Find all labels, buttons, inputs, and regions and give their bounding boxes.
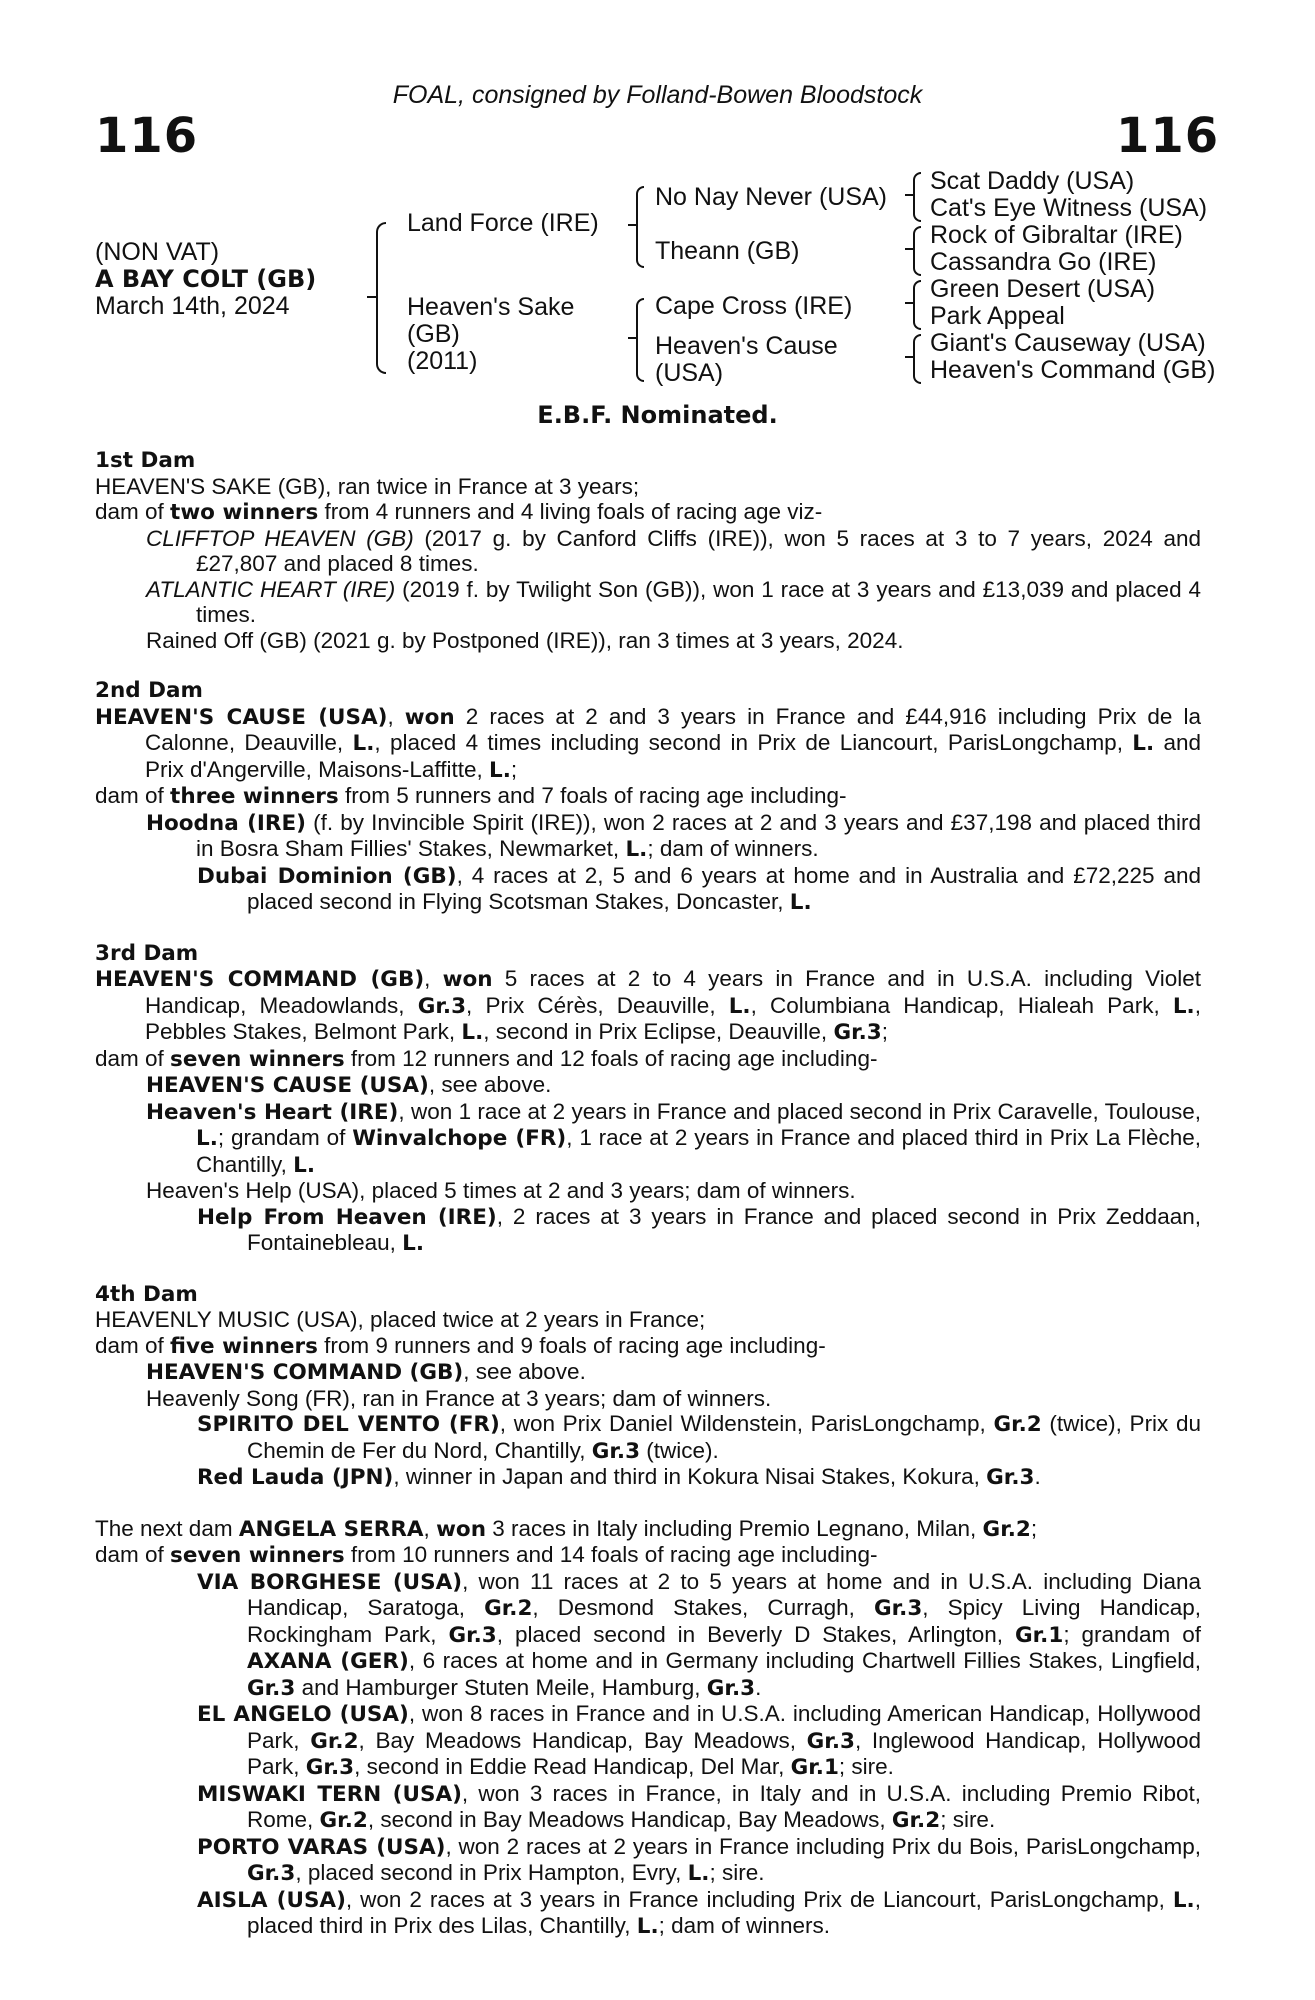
entry-text: , winner in Japan and third in Kokura Nisai Stakes, Kokura,: [393, 1464, 987, 1489]
pedigree-entry: [95, 1178, 1201, 1204]
lot-name: A BAY COLT (GB): [95, 265, 317, 293]
entry-text: , won 2 races at 2 years in France including Prix du Bois, ParisLongchamp,: [445, 1833, 1201, 1859]
bold-text: L.: [789, 890, 812, 915]
pedigree-entry: [95, 1834, 1201, 1887]
pedigree-entry: [95, 1542, 1201, 1569]
brace-gen2-sire: [636, 186, 644, 268]
bold-text: Gr.3: [448, 1622, 497, 1648]
bold-text: SPIRITO DEL VENTO (FR): [197, 1412, 500, 1437]
pedigree-g3-4: Cassandra Go (IRE): [930, 248, 1157, 276]
pedigree-dam: Heaven's Sake (GB) (2011): [407, 293, 575, 375]
pedigree-entry: [95, 1386, 1201, 1412]
section-heading: 1st Dam: [95, 448, 196, 473]
bold-text: MISWAKI TERN (USA): [197, 1781, 462, 1807]
pedigree-g3-3: Rock of Gibraltar (IRE): [930, 221, 1183, 249]
entry-text: , see above.: [428, 1072, 552, 1097]
brace-gen1: [376, 222, 386, 374]
bold-text: seven winners: [170, 1543, 345, 1568]
entry-text: dam of: [95, 499, 171, 524]
entry-text: Heaven's Help (USA), placed 5 times at 2 and 3 years; dam of winners.: [146, 1178, 856, 1203]
bold-text: Gr.3: [247, 1861, 296, 1886]
vat-status: (NON VAT): [95, 238, 220, 266]
pedigree-g3-8: Heaven's Command (GB): [930, 356, 1216, 384]
entry-text: (twice), Prix du Chemin de Fer du Nord, Chantilly,: [247, 1411, 1201, 1463]
entry-text: , placed third in Prix des Lilas, Chantilly,: [247, 1886, 1201, 1938]
entry-text: The next dam: [95, 1515, 239, 1541]
entry-text: , won 2 races at 3 years in France including Prix de Liancourt, ParisLongchamp,: [345, 1886, 1173, 1912]
brace-gen3-1: [913, 172, 921, 222]
bold-text: Gr.2: [982, 1516, 1031, 1542]
brace-gen3-2-tip: [905, 248, 914, 250]
entry-text: .: [1034, 1464, 1041, 1489]
pedigree-entry: [95, 966, 1201, 1046]
bold-text: seven winners: [170, 1046, 345, 1072]
entry-text: , Columbiana Handicap, Hialeah Park,: [750, 992, 1173, 1018]
entry-text: ,: [423, 1515, 437, 1541]
dam-section: [95, 678, 1201, 916]
bold-text: Gr.1: [790, 1755, 839, 1780]
bold-text: VIA BORGHESE (USA): [197, 1569, 463, 1595]
bold-text: L.: [293, 1152, 315, 1178]
pedigree-entry: [95, 1333, 1201, 1360]
bold-text: L.: [728, 993, 751, 1019]
bold-text: HEAVEN'S CAUSE (USA): [146, 1073, 429, 1098]
entry-text: and Prix d'Angerville, Maisons-Laffitte,: [145, 730, 1202, 782]
bold-text: Help From Heaven (IRE): [197, 1204, 497, 1230]
bold-text: L.: [1172, 1887, 1195, 1913]
pedigree-dam-dam: Heaven's Cause (USA): [655, 332, 838, 387]
section-heading: 2nd Dam: [95, 678, 203, 703]
bold-text: Red Lauda (JPN): [197, 1465, 394, 1490]
bold-text: five winners: [170, 1333, 318, 1359]
entry-text: , second in Prix Eclipse, Deauville,: [483, 1019, 834, 1044]
pedigree-entry: [95, 1046, 1201, 1073]
entry-text: , see above.: [463, 1359, 586, 1384]
consignor-line: FOAL, consigned by Folland-Bowen Bloodstock: [392, 81, 923, 109]
pedigree-entry: [95, 628, 1201, 654]
entry-text: 2 races at 2 and 3 years in France and £44,916 including Prix de la Calonne, Deauville,: [145, 703, 1201, 755]
pedigree-entry: [95, 810, 1201, 863]
italic-text: ATLANTIC HEART (IRE): [146, 576, 396, 602]
bold-text: won: [442, 967, 493, 992]
bold-text: Gr.3: [986, 1465, 1035, 1490]
entry-text: from 4 runners and 4 living foals of racing age viz-: [318, 499, 823, 524]
bold-text: HEAVEN'S COMMAND (GB): [146, 1360, 464, 1385]
bold-text: L.: [402, 1231, 424, 1256]
bold-text: Gr.2: [891, 1808, 941, 1833]
bold-text: Gr.3: [833, 1020, 882, 1045]
pedigree-entry: [95, 1887, 1201, 1940]
entry-text: , 1 race at 2 years in France and placed third in Prix La Flèche, Chantilly,: [196, 1125, 1201, 1177]
entry-text: , placed second in Prix Hampton, Evry,: [295, 1860, 688, 1885]
pedigree-entry: [95, 1569, 1201, 1702]
catalogue-body: [95, 448, 1201, 1965]
bold-text: Gr.2: [310, 1728, 359, 1754]
brace-gen3-1-tip: [905, 194, 914, 196]
brace-gen3-3-tip: [905, 302, 914, 304]
entry-text: , second in Eddie Read Handicap, Del Mar,: [354, 1754, 791, 1779]
bold-text: won: [436, 1516, 487, 1542]
bold-text: Hoodna (IRE): [146, 810, 306, 836]
bold-text: L.: [461, 1020, 484, 1045]
entry-text: ; sire.: [838, 1754, 894, 1779]
pedigree-sire-dam: Theann (GB): [655, 237, 800, 265]
bold-text: Gr.2: [484, 1596, 533, 1621]
pedigree-entry: [95, 704, 1201, 784]
entry-text: (f. by Invincible Spirit (IRE)), won 2 races at 2 and 3 years and £37,198 and placed third in Bosra Sham Fillies' Stakes, Newmarket,: [196, 809, 1201, 861]
entry-text: ;: [881, 1019, 889, 1044]
brace-gen2-sire-tip: [628, 224, 637, 226]
italic-text: CLIFFTOP HEAVEN (GB): [146, 525, 414, 551]
entry-text: , 4 races at 2, 5 and 6 years at home and in Australia and £72,225 and placed second in Flying Scotsman Stakes, Doncaster,: [247, 862, 1201, 914]
entry-text: , placed 4 times including second in Prix de Liancourt, ParisLongchamp,: [374, 730, 1133, 755]
entry-text: , won 3 races in France, in Italy and in U.S.A. including Premio Ribot, Rome,: [247, 1780, 1201, 1832]
pedigree-entry: [95, 1359, 1201, 1386]
entry-text: , Inglewood Handicap, Hollywood Park,: [247, 1727, 1201, 1779]
entry-text: ,: [387, 703, 405, 729]
entry-text: ; dam of winners.: [658, 1913, 830, 1938]
pedigree-entry: [95, 1307, 1201, 1333]
bold-text: Gr.2: [993, 1412, 1042, 1437]
entry-text: , Spicy Living Handicap, Rockingham Park,: [247, 1595, 1201, 1647]
pedigree-entry: [95, 1072, 1201, 1099]
brace-gen3-4: [913, 334, 921, 384]
entry-text: , won 8 races in France and in U.S.A. including American Handicap, Hollywood Park,: [247, 1701, 1201, 1753]
section-heading: 3rd Dam: [95, 940, 199, 966]
dam-section: [95, 1282, 1201, 1491]
pedigree-entry: [95, 1701, 1201, 1781]
entry-text: from 10 runners and 14 foals of racing age including-: [344, 1542, 878, 1567]
bold-text: Gr.3: [417, 993, 467, 1019]
entry-text: from 12 runners and 12 foals of racing age including-: [344, 1045, 878, 1071]
bold-text: L.: [196, 1126, 218, 1151]
bold-text: Gr.3: [806, 1728, 855, 1754]
pedigree-dam-sire: Cape Cross (IRE): [655, 292, 853, 320]
entry-text: , Desmond Stakes, Curragh,: [532, 1595, 874, 1620]
entry-text: dam of: [95, 783, 171, 808]
foaling-date: March 14th, 2024: [95, 292, 290, 320]
dam-section: [95, 1516, 1201, 1940]
bold-text: Gr.3: [305, 1755, 355, 1780]
pedigree-entry: [95, 474, 1201, 500]
bold-text: two winners: [170, 500, 319, 525]
bold-text: L.: [352, 731, 375, 756]
entry-text: ; grandam of: [217, 1125, 353, 1150]
bold-text: L.: [687, 1861, 710, 1886]
pedigree-entry: [95, 1099, 1201, 1179]
bold-text: L.: [489, 757, 511, 783]
entry-text: (2019 f. by Twilight Son (GB)), won 1 race at 3 years and £13,039 and placed 4 times.: [196, 576, 1201, 627]
pedigree-entry: [95, 1204, 1201, 1257]
pedigree-g3-2: Cat's Eye Witness (USA): [930, 194, 1208, 222]
entry-text: 3 races in Italy including Premio Legnano, Milan,: [486, 1515, 983, 1541]
bold-text: HEAVEN'S CAUSE (USA): [95, 704, 388, 730]
entry-text: (twice).: [640, 1437, 719, 1463]
bold-text: Winvalchope (FR): [352, 1126, 567, 1151]
entry-text: (2017 g. by Canford Cliffs (IRE)), won 5 races at 3 to 7 years, 2024 and £27,807 and placed 8 times.: [196, 525, 1201, 576]
entry-text: ; grandam of: [1063, 1621, 1202, 1647]
entry-text: , Pebbles Stakes, Belmont Park,: [145, 992, 1201, 1044]
entry-text: HEAVENLY MUSIC (USA), placed twice at 2 years in France;: [95, 1307, 706, 1332]
entry-text: .: [755, 1674, 762, 1700]
brace-gen2-dam-tip: [628, 337, 637, 339]
pedigree-entry: [95, 1781, 1201, 1834]
bold-text: EL ANGELO (USA): [197, 1702, 409, 1727]
entry-text: from 5 runners and 7 foals of racing age including-: [338, 783, 847, 808]
entry-text: , 6 races at home and in Germany including Chartwell Fillies Stakes, Lingfield,: [408, 1648, 1201, 1673]
pedigree-entry: [95, 783, 1201, 810]
pedigree-entry: [95, 863, 1201, 916]
lot-number-left: 116: [95, 108, 199, 164]
bold-text: Gr.3: [706, 1675, 756, 1701]
entry-text: ; dam of winners.: [647, 836, 819, 861]
section-heading: 4th Dam: [95, 1281, 198, 1307]
pedigree-g3-5: Green Desert (USA): [930, 275, 1156, 303]
bold-text: L.: [625, 837, 648, 862]
brace-gen2-dam: [636, 298, 644, 382]
bold-text: AISLA (USA): [197, 1887, 346, 1913]
bold-text: PORTO VARAS (USA): [197, 1834, 446, 1860]
pedigree-sire: Land Force (IRE): [407, 209, 599, 237]
dam-section: [95, 448, 1201, 653]
entry-text: from 9 runners and 9 foals of racing age including-: [317, 1332, 826, 1358]
pedigree-entry: [95, 499, 1201, 526]
ebf-nomination: E.B.F. Nominated.: [537, 401, 778, 429]
bold-text: AXANA (GER): [247, 1649, 409, 1674]
brace-gen3-3: [913, 280, 921, 330]
entry-text: , Prix Cérès, Deauville,: [466, 992, 729, 1018]
pedigree-entry: [95, 526, 1201, 577]
bold-text: Gr.3: [873, 1596, 923, 1621]
entry-text: Rained Off (GB) (2021 g. by Postponed (IRE)), ran 3 times at 3 years, 2024.: [146, 627, 904, 653]
entry-text: dam of: [95, 1045, 171, 1071]
bold-text: Gr.3: [247, 1675, 296, 1701]
pedigree-entry: [95, 1464, 1201, 1491]
brace-gen1-tip: [367, 296, 376, 298]
bold-text: HEAVEN'S COMMAND (GB): [95, 967, 425, 992]
bold-text: Heaven's Heart (IRE): [146, 1099, 399, 1125]
entry-text: Heavenly Song (FR), ran in France at 3 years; dam of winners.: [146, 1385, 772, 1411]
brace-gen3-2: [913, 226, 921, 276]
bold-text: ANGELA SERRA: [238, 1516, 424, 1542]
bold-text: Dubai Dominion (GB): [197, 863, 457, 889]
pedigree-entry: [95, 577, 1201, 628]
pedigree-g3-1: Scat Daddy (USA): [930, 167, 1135, 195]
entry-text: ; sire.: [709, 1860, 765, 1885]
entry-text: and Hamburger Stuten Meile, Hamburg,: [295, 1674, 707, 1700]
entry-text: dam of: [95, 1542, 171, 1567]
entry-text: , placed second in Beverly D Stakes, Arlington,: [496, 1621, 1015, 1647]
bold-text: three winners: [170, 784, 339, 809]
pedigree-g3-6: Park Appeal: [930, 302, 1065, 330]
entry-text: ;: [1030, 1515, 1038, 1541]
entry-text: , second in Bay Meadows Handicap, Bay Meadows,: [367, 1807, 892, 1832]
bold-text: L.: [1132, 731, 1155, 756]
pedigree-entry: [95, 1411, 1201, 1464]
entry-text: ;: [510, 756, 518, 782]
entry-text: , won Prix Daniel Wildenstein, ParisLongchamp,: [499, 1411, 994, 1436]
bold-text: L.: [636, 1914, 659, 1939]
bold-text: won: [404, 704, 455, 730]
entry-text: , won 1 race at 2 years in France and placed second in Prix Caravelle, Toulouse,: [398, 1098, 1201, 1124]
brace-gen3-4-tip: [905, 356, 914, 358]
entry-text: , Bay Meadows Handicap, Bay Meadows,: [358, 1727, 807, 1753]
pedigree-g3-7: Giant's Causeway (USA): [930, 329, 1206, 357]
dam-section: [95, 941, 1201, 1257]
entry-text: dam of: [95, 1332, 171, 1358]
entry-text: ,: [424, 966, 443, 991]
entry-text: , 2 races at 3 years in France and placed second in Prix Zeddaan, Fontainebleau,: [247, 1203, 1201, 1255]
pedigree-sire-sire: No Nay Never (USA): [655, 183, 887, 211]
entry-text: 5 races at 2 to 4 years in France and in U.S.A. including Violet Handicap, Meadowlands,: [145, 966, 1201, 1018]
bold-text: Gr.2: [319, 1808, 368, 1833]
entry-text: HEAVEN'S SAKE (GB), ran twice in France at 3 years;: [95, 473, 640, 499]
bold-text: Gr.1: [1015, 1622, 1064, 1648]
pedigree-entry: [95, 1516, 1201, 1543]
bold-text: Gr.3: [591, 1438, 641, 1464]
entry-text: ; sire.: [940, 1807, 996, 1832]
entry-text: , won 11 races at 2 to 5 years at home and in U.S.A. including Diana Handicap, Saratoga,: [247, 1568, 1202, 1620]
bold-text: L.: [1172, 993, 1195, 1019]
lot-number-right: 116: [1116, 108, 1220, 164]
